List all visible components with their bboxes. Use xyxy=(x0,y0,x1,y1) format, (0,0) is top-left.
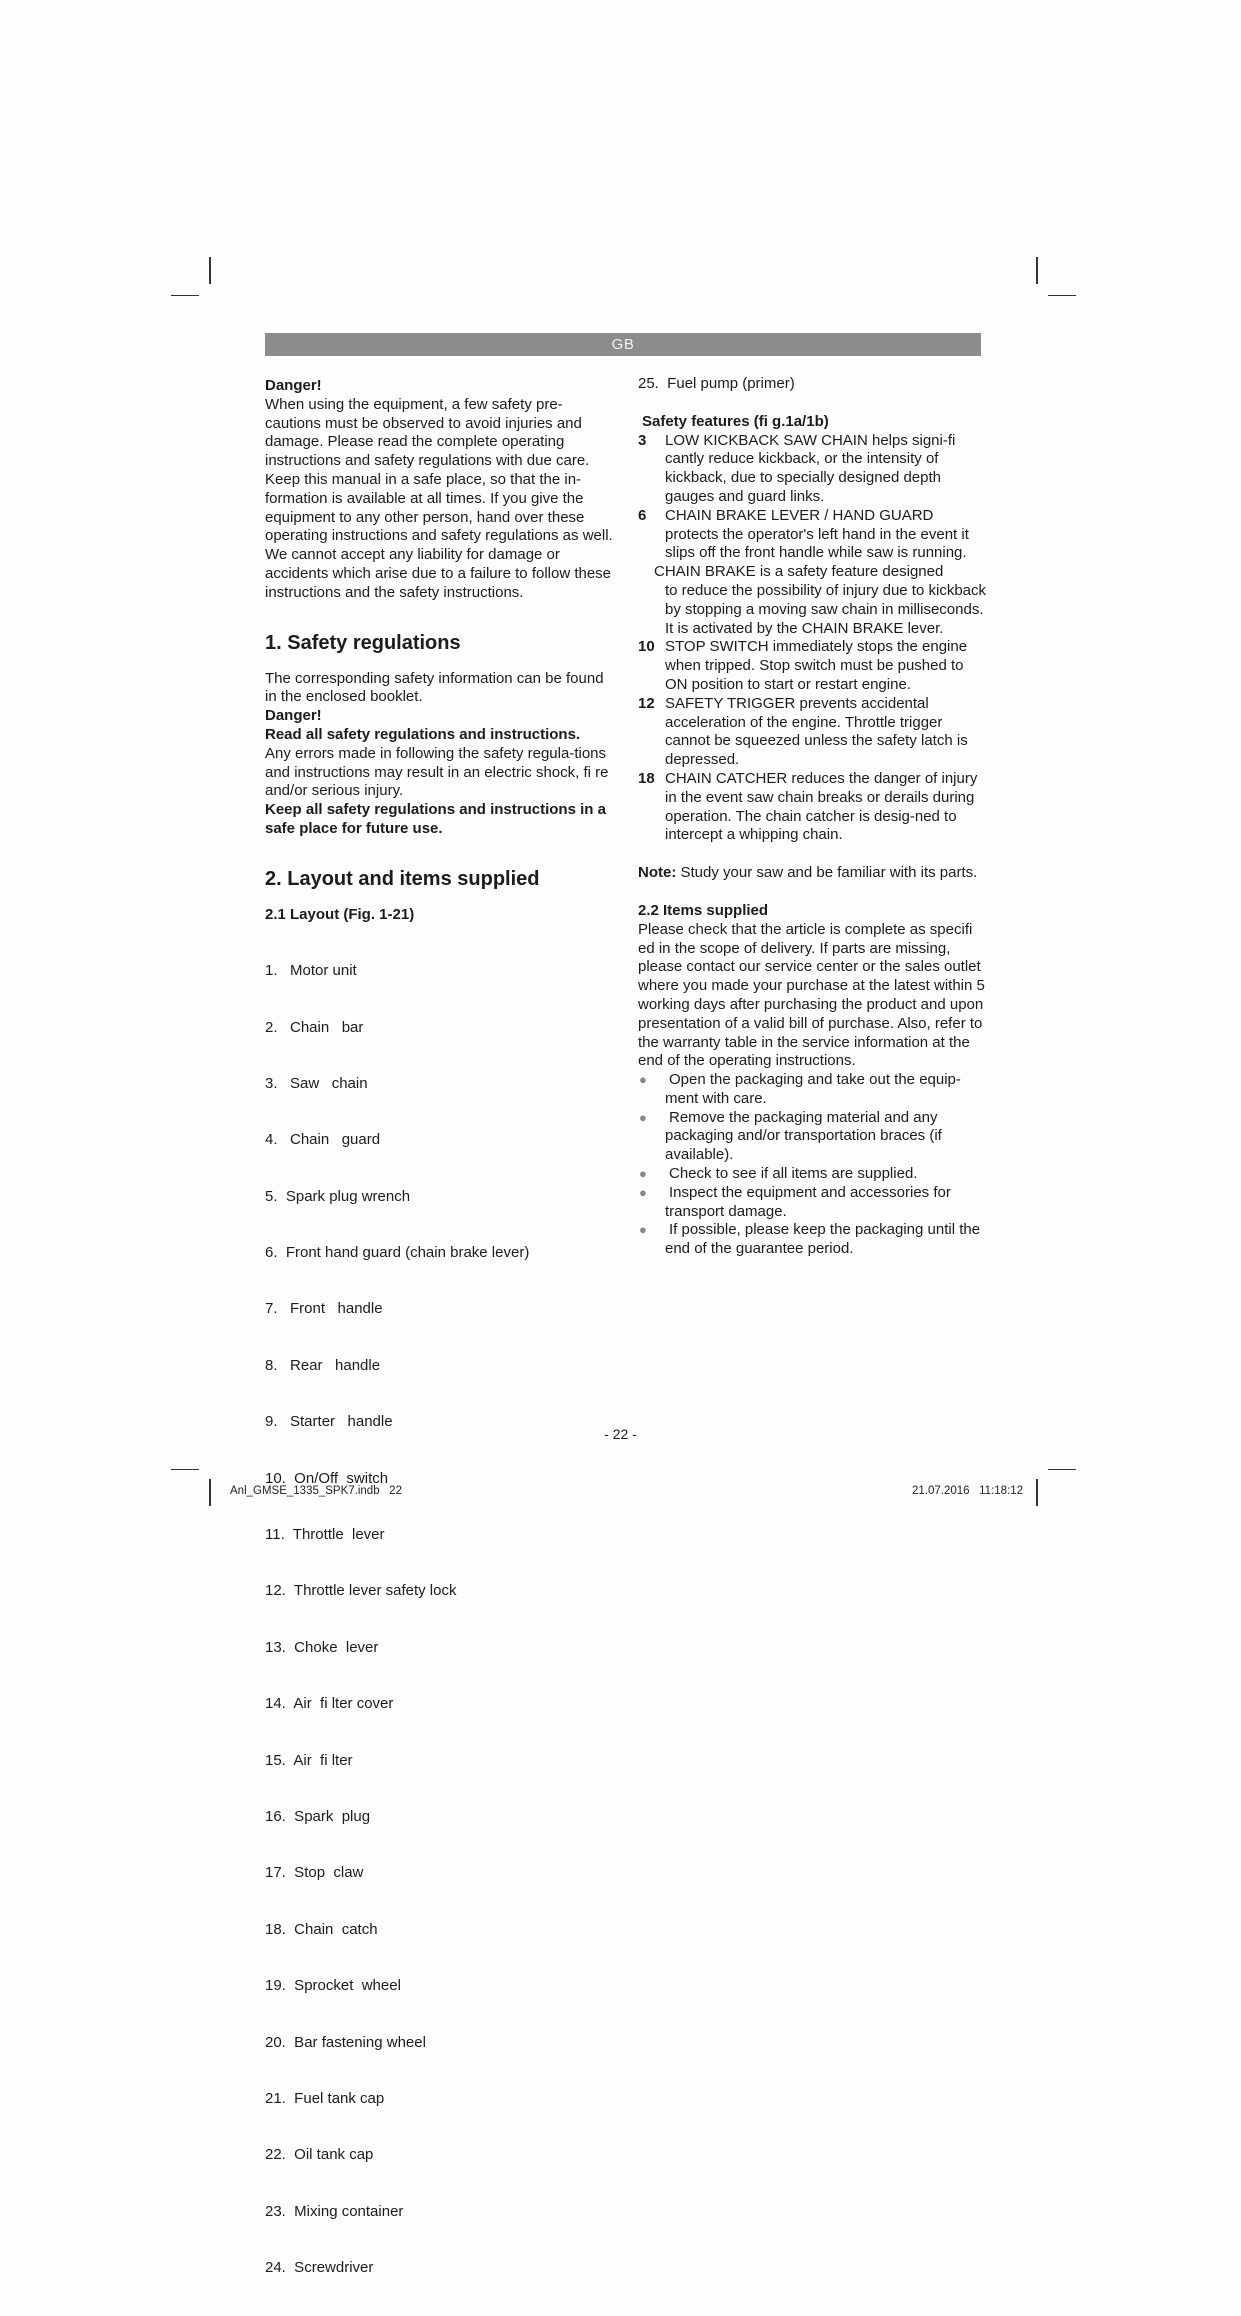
feature-number: 18 xyxy=(638,769,655,787)
items-bullet-list xyxy=(638,1071,988,1259)
layout-item: 19. Sprocket wheel xyxy=(265,1977,401,1995)
bullet-icon: ● xyxy=(639,1222,647,1238)
feature-item xyxy=(638,432,988,507)
layout-item: 22. Oil tank cap xyxy=(265,2146,374,2164)
feature-text: LOW KICKBACK SAW CHAIN helps signi-fi cantly reduce kickback, or the intensity of kickback, due to specially designed depth gauges and guard links. xyxy=(665,431,956,505)
section1-title: 1. Safety regulations xyxy=(265,631,461,654)
right-column xyxy=(638,375,988,1259)
footer-file-name: Anl_GMSE_1335_SPK7.indb 22 xyxy=(230,1485,402,1497)
layout-item: 18. Chain catch xyxy=(265,1920,378,1938)
layout-item: 14. Air fi lter cover xyxy=(265,1695,394,1713)
note-paragraph xyxy=(638,864,988,883)
feature-text: CHAIN CATCHER reduces the danger of injury in the event saw chain breaks or derails during operation. The chain catcher is desig-ned to intercept a whipping chain. xyxy=(665,769,978,844)
feature-number: 6 xyxy=(638,506,647,524)
layout-item: 9. Starter handle xyxy=(265,1413,393,1431)
layout-item: 11. Throttle lever xyxy=(265,1526,385,1544)
chain-brake-text: to reduce the possibility of injury due to kickback by stopping a moving saw chain in milliseconds. It is activated by the CHAIN BRAKE lever. xyxy=(665,581,986,637)
layout-item: 2. Chain bar xyxy=(265,1018,364,1036)
crop-mark-bottom-left-vertical xyxy=(209,1479,211,1506)
feature-item xyxy=(638,638,988,694)
crop-mark-bottom-right-vertical xyxy=(1036,1479,1038,1506)
feature-number: 3 xyxy=(638,431,647,449)
layout-item: 3. Saw chain xyxy=(265,1074,368,1092)
feature-text: CHAIN BRAKE LEVER / HAND GUARD protects the operator's left hand in the event it slips off the front handle while saw is running. xyxy=(665,506,969,562)
bullet-icon: ● xyxy=(639,1184,647,1200)
items-supplied-text: Please check that the article is complete as specifi ed in the scope of delivery. If parts are missing, please contact our service center or the sales outlet where you made your purchase at the latest within 5 working days after purchasing the product and upon presentation of a valid bill of purchase. Also, refer to the warranty table in the service information at the end of the operating instructions. xyxy=(638,920,985,1070)
layout-item: 12. Throttle lever safety lock xyxy=(265,1582,457,1600)
bullet-item: ● Check to see if all items are supplied. xyxy=(639,1165,918,1183)
items-supplied-title: 2.2 Items supplied xyxy=(638,901,769,919)
layout-item: 6. Front hand guard (chain brake lever) xyxy=(265,1244,530,1262)
bullet-icon: ● xyxy=(639,1166,647,1182)
danger-title: Danger! xyxy=(265,377,322,394)
layout-item: 5. Spark plug wrench xyxy=(265,1187,411,1205)
crop-mark-top-right-horizontal xyxy=(1048,295,1076,296)
feature-item xyxy=(638,695,988,770)
note-text: Study your saw and be familiar with its parts. xyxy=(676,864,978,882)
bullet-icon: ● xyxy=(639,1109,647,1125)
layout-item: 7. Front handle xyxy=(265,1300,383,1318)
layout-item: 23. Mixing container xyxy=(265,2202,404,2220)
crop-mark-top-right-vertical xyxy=(1036,257,1038,284)
feature-item xyxy=(638,507,988,563)
layout-title: 2.1 Layout (Fig. 1-21) xyxy=(265,905,415,923)
layout-item: 13. Choke lever xyxy=(265,1638,379,1656)
danger2-title: Danger! xyxy=(265,707,322,725)
layout-item: 1. Motor unit xyxy=(265,962,357,980)
page-number: - 22 - xyxy=(604,1426,637,1442)
safety-features-title: Safety features (fi g.1a/1b) xyxy=(642,412,829,430)
chain-brake-lead: CHAIN BRAKE is a safety feature designed xyxy=(654,563,944,581)
crop-mark-bottom-right-horizontal xyxy=(1048,1469,1076,1470)
layout-item: 16. Spark plug xyxy=(265,1807,371,1825)
crop-mark-top-left-vertical xyxy=(209,257,211,284)
bullet-item: ● Remove the packaging material and any packaging and/or transportation braces (if available). xyxy=(639,1108,942,1164)
danger2-keep: Keep all safety regulations and instructions in a safe place for future use. xyxy=(265,801,606,837)
layout-item: 24. Screwdriver xyxy=(265,2259,374,2277)
bullet-item: ● Open the packaging and take out the equip-ment with care. xyxy=(639,1071,961,1107)
feature-text: STOP SWITCH immediately stops the engine when tripped. Stop switch must be pushed to ON position to start or restart engine. xyxy=(665,638,968,693)
crop-mark-bottom-left-horizontal xyxy=(171,1469,199,1470)
layout-item-25: 25. Fuel pump (primer) xyxy=(638,375,795,392)
feature-text: SAFETY TRIGGER prevents accidental acceleration of the engine. Throttle trigger cannot be squeezed unless the safety latch is depressed. xyxy=(665,694,968,769)
danger-text: When using the equipment, a few safety pre-cautions must be observed to avoid injuries and damage. Please read the complete operating instructions and safety regulations with due care. Keep this manual in a safe place, so that the in-formation is available at all times. If you give the equipment to any other person, hand over these operating instructions and safety regulations as well. We cannot accept any liability for damage or accidents which arise due to a failure to follow these instructions and the safety instructions. xyxy=(265,395,613,601)
layout-item: 8. Rear handle xyxy=(265,1356,381,1374)
layout-item: 17. Stop claw xyxy=(265,1864,364,1882)
footer-timestamp: 21.07.2016 11:18:12 xyxy=(912,1485,1024,1497)
language-banner: GB xyxy=(265,333,981,356)
feature-number: 12 xyxy=(638,694,655,712)
crop-mark-top-left-horizontal xyxy=(171,295,199,296)
bullet-item: ● If possible, please keep the packaging until the end of the guarantee period. xyxy=(639,1221,981,1258)
layout-item: 21. Fuel tank cap xyxy=(265,2089,385,2107)
section2-title: 2. Layout and items supplied xyxy=(265,867,540,890)
danger2-text: Any errors made in following the safety regula-tions and instructions may result in an electric shock, fi re and/or serious injury. xyxy=(265,744,609,800)
layout-item: 4. Chain guard xyxy=(265,1131,381,1149)
bullet-item: ● Inspect the equipment and accessories for transport damage. xyxy=(639,1183,951,1220)
section1-text: The corresponding safety information can be found in the enclosed booklet. xyxy=(265,669,604,706)
layout-item: 20. Bar fastening wheel xyxy=(265,2033,426,2051)
layout-item: 15. Air fi lter xyxy=(265,1751,353,1769)
bullet-icon: ● xyxy=(639,1072,647,1088)
note-label: Note: xyxy=(638,864,677,882)
danger2-bold: Read all safety regulations and instructions. xyxy=(265,725,581,743)
left-column xyxy=(265,377,615,2316)
feature-number: 10 xyxy=(638,638,655,656)
feature-item xyxy=(638,770,988,845)
layout-item: 10. On/Off switch xyxy=(265,1469,389,1487)
layout-list xyxy=(265,925,615,2316)
